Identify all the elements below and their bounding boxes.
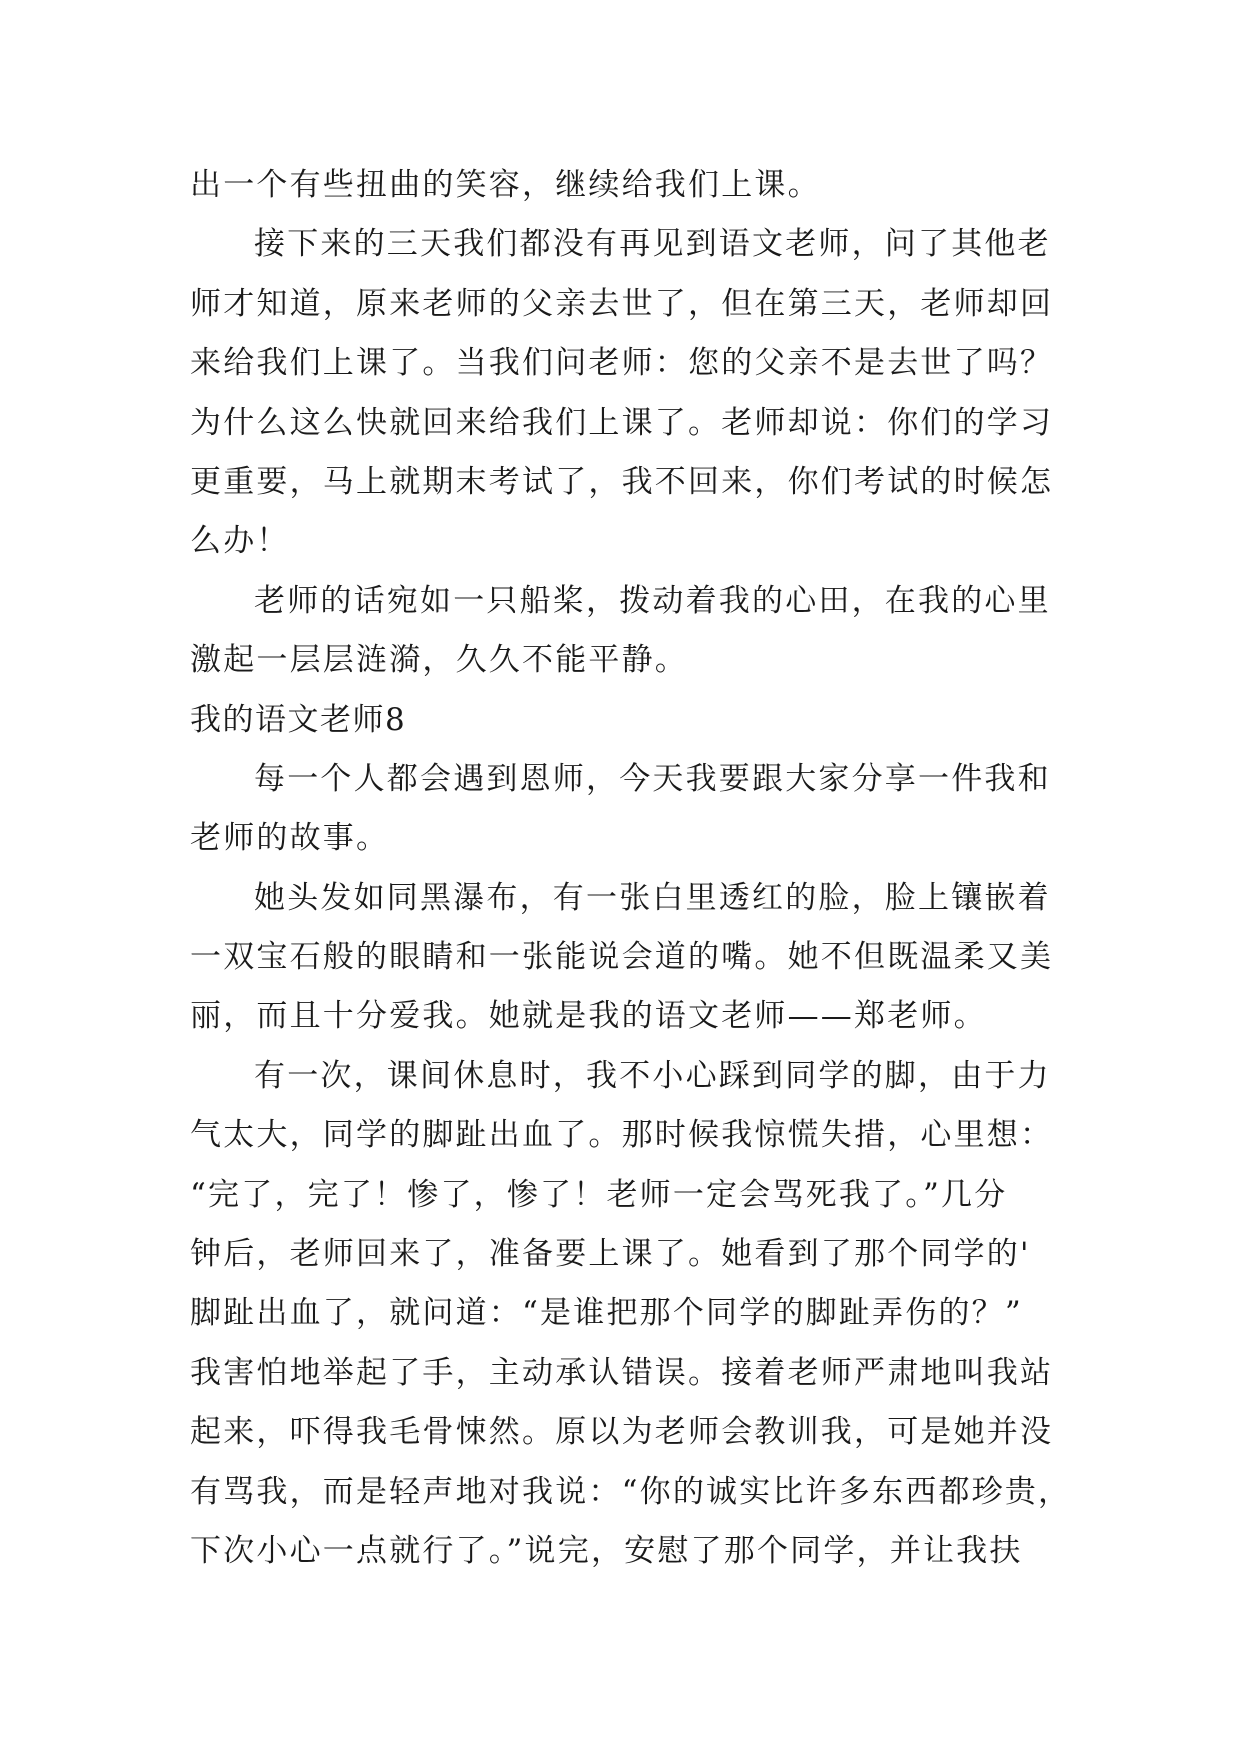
text-line: 脚趾出血了，就问道：“是谁把那个同学的脚趾弄伤的？” xyxy=(190,1295,1023,1332)
text-line: 为什么这么快就回来给我们上课了。老师却说：你们的学习 xyxy=(190,404,1054,441)
text-line: 下次小心一点就行了。”说完，安慰了那个同学，并让我扶 xyxy=(190,1532,1023,1569)
text-line: 起来，吓得我毛骨悚然。原以为老师会教训我，可是她并没 xyxy=(190,1414,1054,1451)
text-line: 来给我们上课了。当我们问老师：您的父亲不是去世了吗？ xyxy=(190,345,1054,382)
text-line: 气太大，同学的脚趾出血了。那时候我惊慌失措，心里想： xyxy=(190,1117,1054,1154)
text-line: 出一个有些扭曲的笑容，继续给我们上课。 xyxy=(190,167,821,203)
document-body xyxy=(190,156,1070,1581)
text-line: 有骂我，而是轻声地对我说：“你的诚实比许多东西都珍贵， xyxy=(190,1473,1072,1510)
text-line: 激起一层层涟漪，久久不能平静。 xyxy=(190,642,688,679)
text-line: 老师的话宛如一只船桨，拨动着我的心田，在我的心里 xyxy=(254,582,1051,619)
text-line: 老师的故事。 xyxy=(190,820,390,857)
text-line: 一双宝石般的眼睛和一张能说会道的嘴。她不但既温柔又美 xyxy=(190,939,1054,976)
section-heading: 我的语文老师8 xyxy=(190,701,407,738)
text-line: 她头发如同黑瀑布，有一张白里透红的脸，脸上镶嵌着 xyxy=(254,879,1051,916)
text-line: 师才知道，原来老师的父亲去世了，但在第三天，老师却回 xyxy=(190,285,1054,322)
text-line: 钟后，老师回来了，准备要上课了。她看到了那个同学的' xyxy=(190,1236,1031,1273)
text-line: “完了，完了！惨了，惨了！老师一定会骂死我了。”几分 xyxy=(190,1176,1008,1213)
text-line: 有一次，课间休息时，我不小心踩到同学的脚，由于力 xyxy=(254,1057,1051,1094)
text-line: 更重要，马上就期末考试了，我不回来，你们考试的时候怎 xyxy=(190,463,1054,500)
text-line: 丽，而且十分爱我。她就是我的语文老师——郑老师。 xyxy=(190,998,987,1035)
text-line: 每一个人都会遇到恩师，今天我要跟大家分享一件我和 xyxy=(254,760,1051,797)
text-line: 接下来的三天我们都没有再见到语文老师，问了其他老 xyxy=(254,226,1051,263)
text-line: 我害怕地举起了手，主动承认错误。接着老师严肃地叫我站 xyxy=(190,1354,1054,1391)
text-line: 么办！ xyxy=(190,523,290,560)
